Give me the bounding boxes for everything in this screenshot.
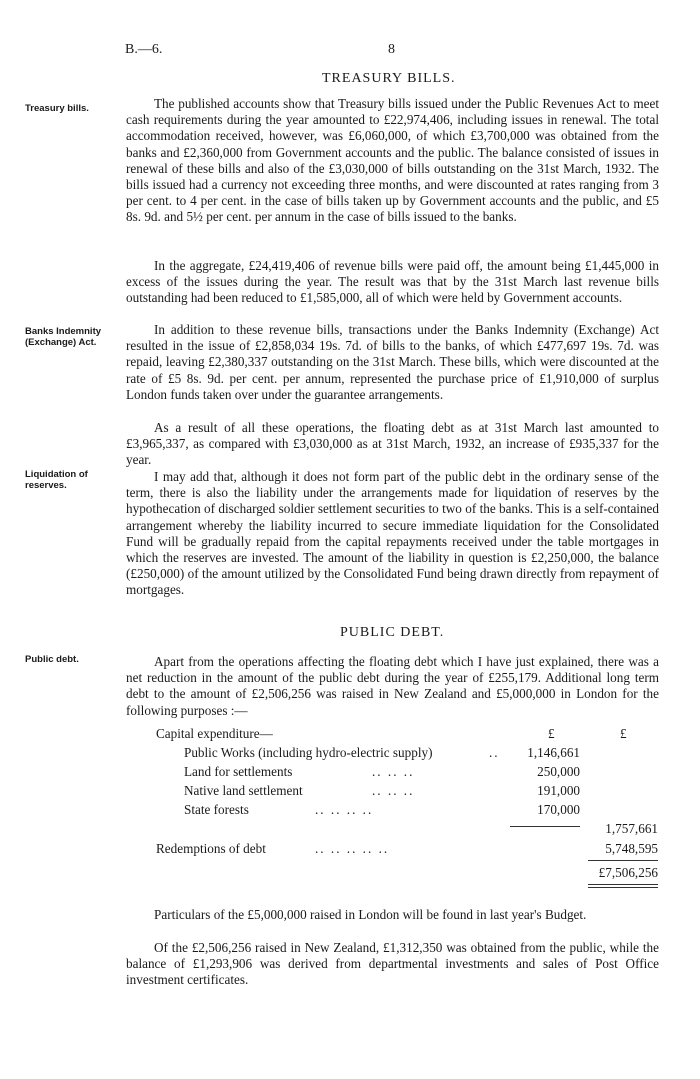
- table-row-leaders: .. .. ..: [372, 764, 415, 779]
- treasury-paragraph-5: I may add that, although it does not form part of the public debt in the ordinary sense of the term, there is also the liability under the arrangements made for liquidation of reserves by the hypothecation of discharged soldier settlement securities to two of the banks. This is a self-contained arrangement whereby the liability incurred to secure immediate liquidation for the Consolidated Fund will be gradually repaid from the capital repayments received under the table mortgages in which the reserves are invested. The amount of the liability in question is £2,250,000, the balance (£250,000) of the amount utilized by the Consolidated Fund being drawn directly from repayment of mortgages.: [126, 469, 659, 598]
- sidenote-treasury-bills: Treasury bills.: [25, 103, 89, 114]
- public-debt-paragraph-2: Particulars of the £5,000,000 raised in London will be found in last year's Budget.: [154, 907, 587, 922]
- table-row-leaders: .. .. ..: [372, 783, 415, 798]
- column-1-currency-symbol: £: [548, 726, 555, 741]
- total-rule-top: [588, 860, 658, 861]
- capital-expenditure-label: Capital expenditure—: [156, 726, 273, 741]
- subtotal-rule: [510, 826, 580, 827]
- treasury-paragraph-4: As a result of all these operations, the floating debt as at 31st March last amounted to £3,965,337, as compared with £3,030,000 as at 31st March, 1932, an increase of £935,337 for the year.: [126, 420, 659, 468]
- table-row-label: Public Works (including hydro-electric supply): [184, 745, 433, 760]
- treasury-paragraph-2: In the aggregate, £24,419,406 of revenue bills were paid off, the amount being £1,445,000 in excess of the issues during the year. The result was that by the 31st March last revenue bills outstanding had been reduced to £1,585,000, all of which were held by Government accounts.: [126, 258, 659, 306]
- page-number: 8: [388, 42, 395, 57]
- redemptions-of-debt-label: Redemptions of debt: [156, 841, 266, 856]
- document-reference: B.—6.: [125, 42, 163, 57]
- capital-expenditure-total: 1,757,661: [605, 821, 658, 836]
- table-row-leaders: .. .. .. ..: [315, 802, 374, 817]
- public-debt-paragraph-1: Apart from the operations affecting the floating debt which I have just explained, there was a net reduction in the amount of the public debt during the year of £255,179. Additional long term debt to the amount of £2,506,256 was raised in New Zealand and £5,000,000 in London for the following purposes :—: [126, 654, 659, 718]
- table-row-amount: 191,000: [537, 783, 580, 798]
- public-debt-heading: PUBLIC DEBT.: [340, 625, 445, 640]
- treasury-bills-heading: TREASURY BILLS.: [322, 71, 456, 86]
- treasury-paragraph-3: In addition to these revenue bills, transactions under the Banks Indemnity (Exchange) Act resulted in the issue of £2,858,034 19s. 7d. of bills to the banks, of which £477,697 19s. 7d. was repaid, leaving £2,380,337 outstanding on the 31st March. These bills, which were discounted at the rate of £5 8s. 9d. per cent. per annum, represented the purchase price of £1,910,000 of surplus London funds taken over under the guarantee arrangements.: [126, 322, 659, 402]
- table-row-leaders: ..: [489, 745, 500, 760]
- table-row-label: Land for settlements: [184, 764, 293, 779]
- column-2-currency-symbol: £: [620, 726, 627, 741]
- redemptions-leaders: .. .. .. .. ..: [315, 841, 390, 856]
- sidenote-liquidation-of-reserves: Liquidation of reserves.: [25, 469, 88, 491]
- grand-total-amount: £7,506,256: [598, 865, 658, 880]
- redemptions-of-debt-amount: 5,748,595: [605, 841, 658, 856]
- table-row-label: Native land settlement: [184, 783, 303, 798]
- total-double-rule-1: [588, 884, 658, 885]
- table-row-label: State forests: [184, 802, 249, 817]
- table-row-amount: 1,146,661: [527, 745, 580, 760]
- public-debt-paragraph-3: Of the £2,506,256 raised in New Zealand, £1,312,350 was obtained from the public, while the balance of £1,293,906 was derived from departmental investments and sales of Post Office investment certificates.: [126, 940, 659, 988]
- table-row-amount: 170,000: [537, 802, 580, 817]
- sidenote-public-debt: Public debt.: [25, 654, 79, 665]
- sidenote-banks-indemnity: Banks Indemnity (Exchange) Act.: [25, 326, 102, 348]
- total-double-rule-2: [588, 887, 658, 888]
- treasury-paragraph-1: The published accounts show that Treasury bills issued under the Public Revenues Act to meet cash requirements during the year amounted to £22,974,406, including issues in renewal. The total accommodation received, however, was £6,060,000, of which £3,700,000 was obtained from the banks and £2,360,000 from Government accounts and the public. The balance consisted of issues in renewal of these bills and also of the £3,030,000 of bills outstanding on the 31st March, 1932. The bills issued had a currency not exceeding three months, and were discounted at rates ranging from 3 per cent. to 4 per cent. in the case of bills taken up by Government accounts and the public, and £5 8s. 9d. and 5½ per cent. per annum in the case of bills issued to the banks.: [126, 96, 659, 225]
- table-row-amount: 250,000: [537, 764, 580, 779]
